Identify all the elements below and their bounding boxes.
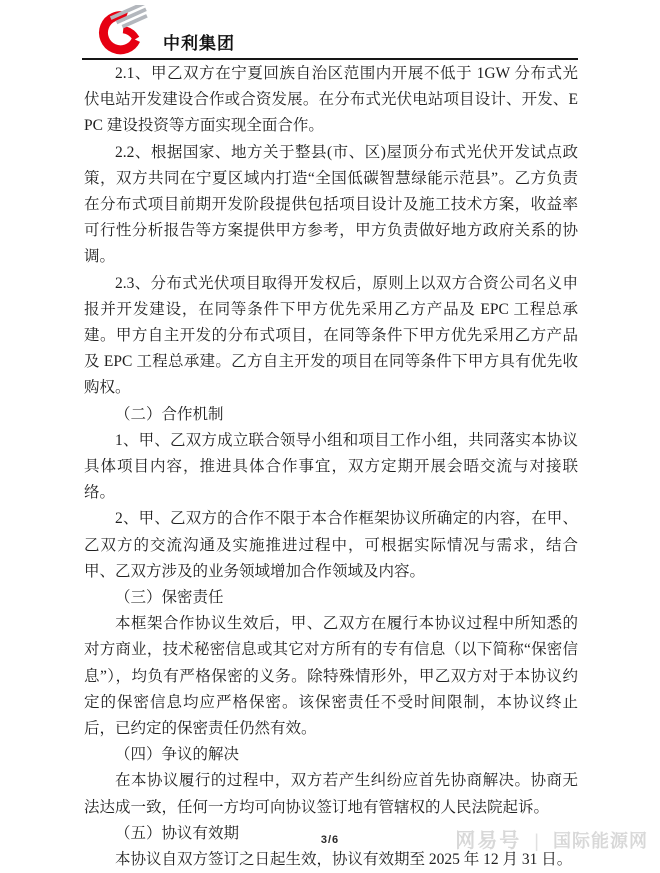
watermark-brand: 网易号	[455, 830, 522, 852]
document-body	[84, 61, 578, 873]
section-heading: （三）保密责任	[115, 589, 224, 607]
paragraph: 2.1、甲乙双方在宁夏回族自治区范围内开展不低于 1GW 分布式光伏电站开发建设合作或合资发展。在分布式光伏电站项目设计、开发、EPC 建设投资等方面实现全面合作。	[84, 65, 578, 135]
paragraph: 2.2、根据国家、地方关于整县(市、区)屋顶分布式光伏开发试点政策，双方共同在宁夏区域内打造“全国低碳智慧绿能示范县”。乙方负责在分布式项目前期开发阶段提供包括项目设计及施工技术方案，收益率可行性分析报告等方案提供甲方参考，甲方负责做好地方政府关系的协调。	[84, 143, 578, 266]
paragraph: 2、甲、乙双方的合作不限于本合作框架协议所确定的内容，在甲、乙双方的交流沟通及实施推进过程中，可根据实际情况与需求，结合甲、乙双方涉及的业务领域增加合作领域及内容。	[84, 510, 578, 580]
section-heading: （五）协议有效期	[115, 824, 240, 842]
document-footer	[0, 814, 660, 860]
header-divider	[82, 58, 578, 60]
paragraph: 在本协议履行的过程中，双方若产生纠纷应首先协商解决。协商无法达成一致，任何一方均可向协议签订地有管辖权的人民法院起诉。	[84, 772, 578, 816]
watermark	[455, 824, 648, 853]
paragraph: 1、甲、乙双方成立联合领导小组和项目工作小组，共同落实本协议具体项目内容，推进具体合作事宜，双方定期开展会晤交流与对接联络。	[84, 431, 578, 502]
company-name: 中利集团	[163, 34, 235, 53]
company-logo	[82, 5, 578, 57]
paragraph: 本协议自双方签订之日起生效，协议有效期至 2025 年 12 月 31 日。	[115, 851, 573, 869]
section-heading: （二）合作机制	[115, 405, 224, 423]
section-heading: （四）争议的解决	[115, 746, 240, 764]
watermark-divider: |	[534, 831, 540, 851]
paragraph: 本框架合作协议生效后，甲、乙双方在履行本协议过程中所知悉的对方商业，技术秘密信息或其它对方所有的专有信息（以下简称“保密信息”），均负有严格保密的义务。除特殊情形外，甲乙双方对于本协议约定的保密信息均应严格保密。该保密责任不受时间限制，本协议终止后，已约定的保密责任仍然有效。	[84, 615, 578, 738]
paragraph: 2.3、分布式光伏项目取得开发权后，原则上以双方合资公司名义申报并开发建设，在同等条件下甲方优先采用乙方产品及 EPC 工程总承建。甲方自主开发的分布式项目，在同等条件下甲方优先采用乙方产品及 EPC 工程总承建。乙方自主开发的项目在同等条件下甲方具有优先收购权。	[84, 274, 578, 397]
document-header	[82, 5, 578, 60]
zhongli-logo-icon	[94, 5, 156, 57]
page-number: 3/6	[320, 834, 340, 846]
watermark-source: 国际能源网	[553, 831, 648, 851]
